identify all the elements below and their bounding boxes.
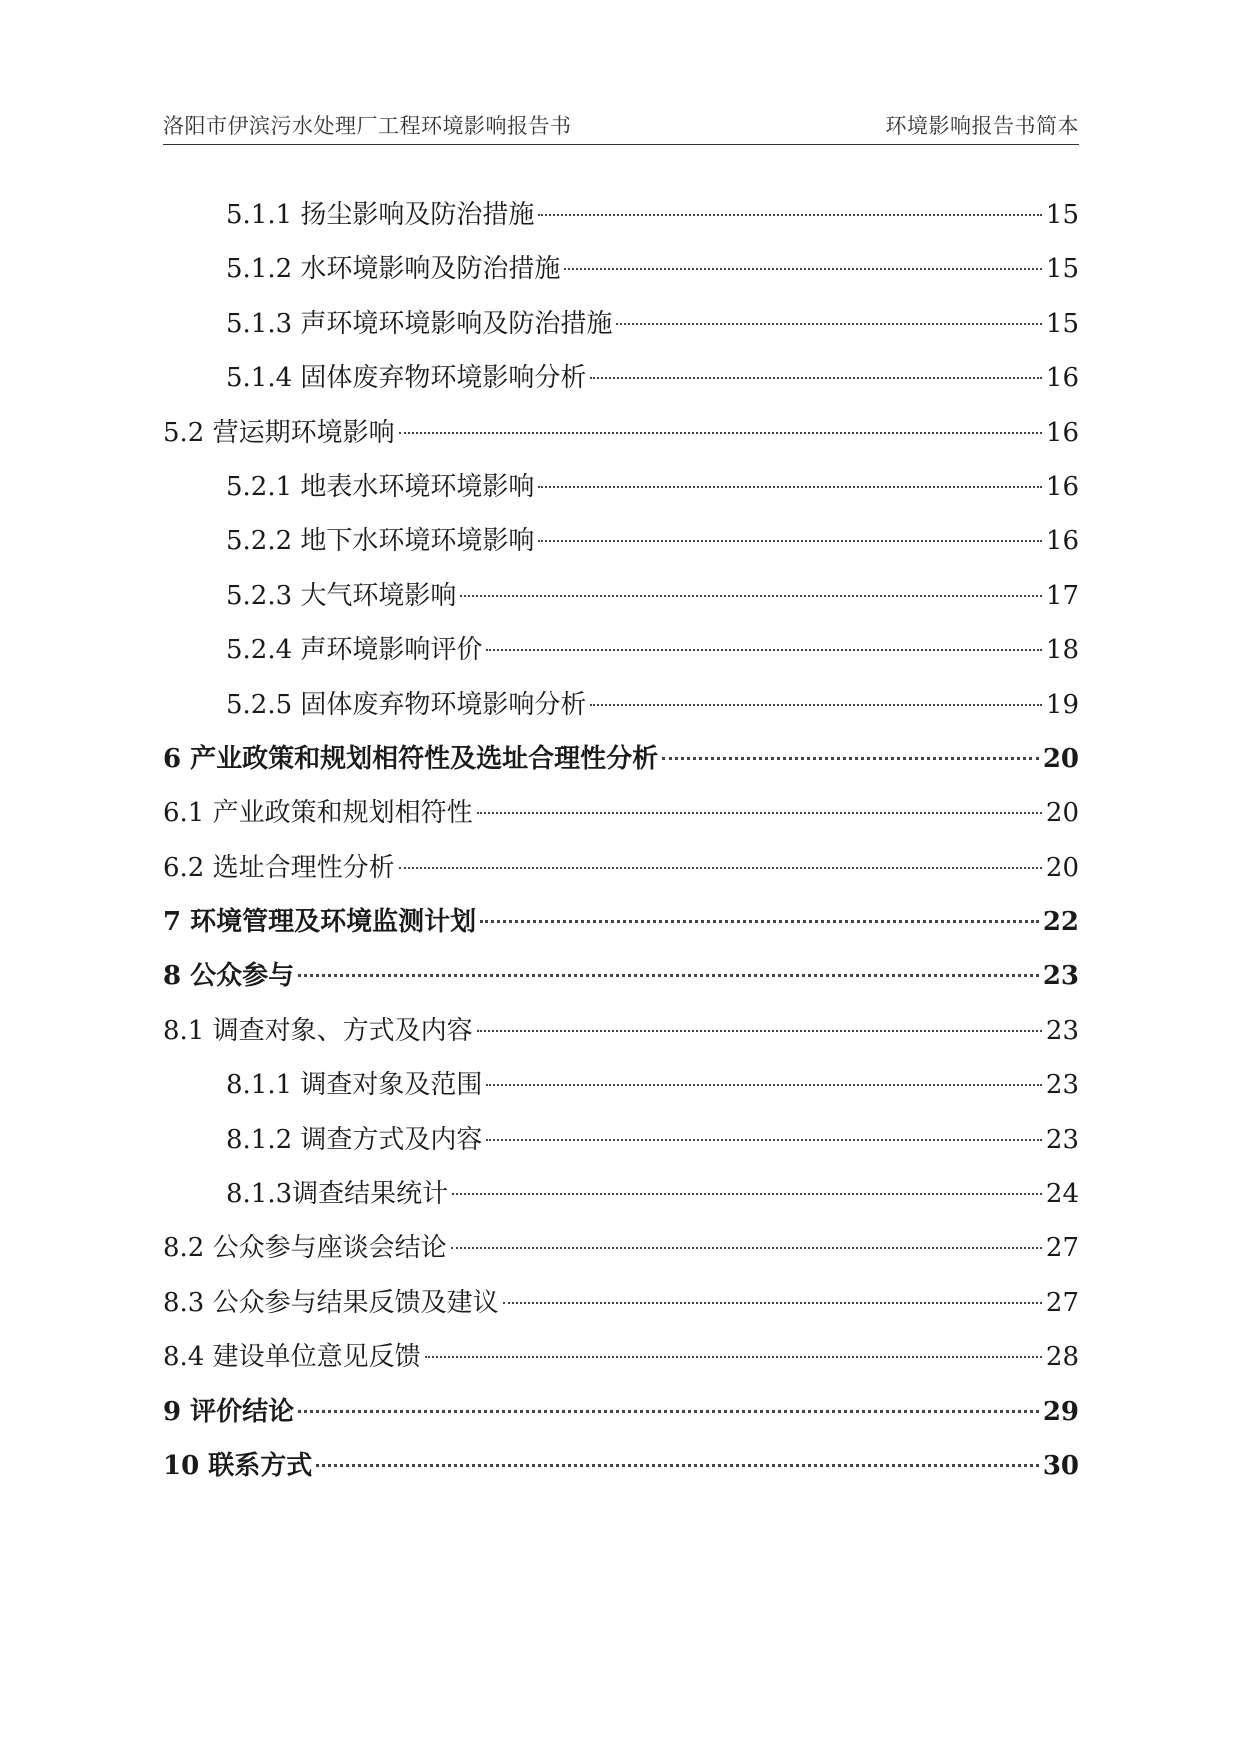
toc-dot-leader [538, 540, 1041, 542]
toc-entry-label: 7 环境管理及环境监测计划 [163, 907, 477, 938]
toc-dot-leader [590, 704, 1041, 706]
toc-entry[interactable] [163, 949, 1079, 1003]
toc-dot-leader [538, 486, 1041, 488]
table-of-contents [163, 188, 1079, 1493]
toc-page-number: 29 [1042, 1396, 1079, 1427]
toc-dot-leader [316, 1464, 1039, 1467]
toc-page-number: 15 [1045, 308, 1079, 339]
toc-page-number: 15 [1045, 254, 1079, 285]
toc-entry[interactable] [163, 1330, 1079, 1384]
toc-entry-label: 5.2.4 声环境影响评价 [226, 635, 483, 666]
toc-page-number: 20 [1042, 743, 1079, 774]
toc-dot-leader [399, 432, 1042, 434]
toc-dot-leader [298, 1410, 1039, 1413]
toc-entry[interactable] [163, 1221, 1079, 1275]
toc-entry-label: 5.2.3 大气环境影响 [226, 580, 457, 611]
toc-entry-label: 5.1.4 固体废弃物环境影响分析 [226, 363, 587, 394]
toc-dot-leader [662, 757, 1039, 760]
toc-entry[interactable] [163, 1276, 1079, 1330]
toc-dot-leader [486, 1084, 1041, 1086]
toc-dot-leader [399, 867, 1042, 869]
toc-page-number: 15 [1045, 200, 1079, 230]
toc-entry-label: 8.1.2 调查方式及内容 [226, 1124, 483, 1155]
toc-entry[interactable] [163, 786, 1079, 840]
toc-entry-label: 10 联系方式 [163, 1450, 313, 1481]
toc-entry-label: 8.1 调查对象、方式及内容 [163, 1015, 473, 1046]
toc-dot-leader [503, 1302, 1042, 1304]
toc-page-number: 23 [1045, 1070, 1079, 1101]
toc-entry[interactable] [163, 678, 1079, 732]
toc-entry-label: 5.1.2 水环境影响及防治措施 [226, 254, 561, 285]
toc-page-number: 16 [1045, 471, 1079, 502]
toc-dot-leader [477, 1030, 1042, 1032]
toc-dot-leader [564, 268, 1041, 270]
toc-page-number: 20 [1045, 798, 1079, 829]
toc-entry[interactable] [163, 406, 1079, 460]
page-header [163, 106, 1079, 145]
toc-entry[interactable] [163, 732, 1079, 786]
toc-entry-label: 8 公众参与 [163, 961, 295, 992]
toc-dot-leader [452, 1193, 1042, 1195]
toc-entry-label: 5.2 营运期环境影响 [163, 417, 395, 448]
toc-dot-leader [460, 595, 1041, 597]
toc-dot-leader [451, 1247, 1042, 1249]
toc-page-number: 23 [1045, 1124, 1079, 1155]
toc-entry-label: 5.1.3 声环境环境影响及防治措施 [226, 308, 613, 339]
header-document-type: 环境影响报告书简本 [885, 114, 1079, 138]
toc-page-number: 19 [1045, 689, 1079, 720]
toc-dot-leader [538, 214, 1041, 216]
toc-page-number: 27 [1045, 1287, 1079, 1318]
toc-entry-label: 9 评价结论 [163, 1396, 295, 1427]
toc-entry-label: 6 产业政策和规划相符性及选址合理性分析 [163, 743, 659, 774]
toc-dot-leader [480, 920, 1039, 923]
toc-entry[interactable] [163, 1439, 1079, 1493]
toc-page-number: 27 [1045, 1233, 1079, 1264]
toc-entry-label: 8.1.3调查结果统计 [226, 1179, 449, 1210]
toc-page-number: 30 [1042, 1450, 1079, 1481]
toc-entry-label: 5.2.2 地下水环境环境影响 [226, 526, 535, 557]
toc-dot-leader [477, 812, 1042, 814]
toc-dot-leader [486, 1139, 1041, 1141]
toc-entry[interactable] [163, 1004, 1079, 1058]
toc-page-number: 16 [1045, 417, 1079, 448]
toc-entry-label: 5.2.1 地表水环境环境影响 [226, 471, 535, 502]
toc-page-number: 16 [1045, 526, 1079, 557]
toc-entry[interactable] [163, 460, 1079, 514]
toc-page-number: 16 [1045, 363, 1079, 394]
toc-dot-leader [425, 1356, 1042, 1358]
toc-dot-leader [298, 974, 1039, 977]
toc-dot-leader [590, 377, 1041, 379]
toc-entry[interactable] [163, 351, 1079, 405]
toc-entry[interactable] [163, 569, 1079, 623]
toc-page-number: 17 [1045, 580, 1079, 611]
toc-entry-label: 6.2 选址合理性分析 [163, 852, 395, 883]
header-document-title: 洛阳市伊滨污水处理厂工程环境影响报告书 [163, 114, 572, 138]
toc-entry[interactable] [163, 623, 1079, 677]
toc-page-number: 23 [1042, 961, 1079, 992]
toc-entry-label: 6.1 产业政策和规划相符性 [163, 798, 473, 829]
toc-entry[interactable] [163, 1385, 1079, 1439]
toc-page-number: 20 [1045, 852, 1079, 883]
toc-entry[interactable] [163, 1167, 1079, 1221]
toc-entry[interactable] [163, 188, 1079, 242]
toc-entry-label: 8.1.1 调查对象及范围 [226, 1070, 483, 1101]
toc-entry[interactable] [163, 297, 1079, 351]
toc-dot-leader [616, 323, 1041, 325]
toc-entry[interactable] [163, 895, 1079, 949]
toc-entry[interactable] [163, 841, 1079, 895]
toc-entry[interactable] [163, 514, 1079, 568]
toc-entry-label: 8.3 公众参与结果反馈及建议 [163, 1287, 499, 1318]
toc-dot-leader [486, 649, 1041, 651]
toc-page-number: 24 [1045, 1179, 1079, 1210]
toc-entry[interactable] [163, 1113, 1079, 1167]
toc-entry-label: 5.2.5 固体废弃物环境影响分析 [226, 689, 587, 720]
toc-page-number: 22 [1042, 907, 1079, 938]
toc-entry[interactable] [163, 1058, 1079, 1112]
toc-entry-label: 5.1.1 扬尘影响及防治措施 [226, 200, 535, 230]
toc-page-number: 28 [1045, 1342, 1079, 1373]
toc-entry-label: 8.4 建设单位意见反馈 [163, 1342, 421, 1373]
toc-entry-label: 8.2 公众参与座谈会结论 [163, 1233, 447, 1264]
toc-entry[interactable] [163, 242, 1079, 296]
toc-page-number: 23 [1045, 1015, 1079, 1046]
toc-page-number: 18 [1045, 635, 1079, 666]
